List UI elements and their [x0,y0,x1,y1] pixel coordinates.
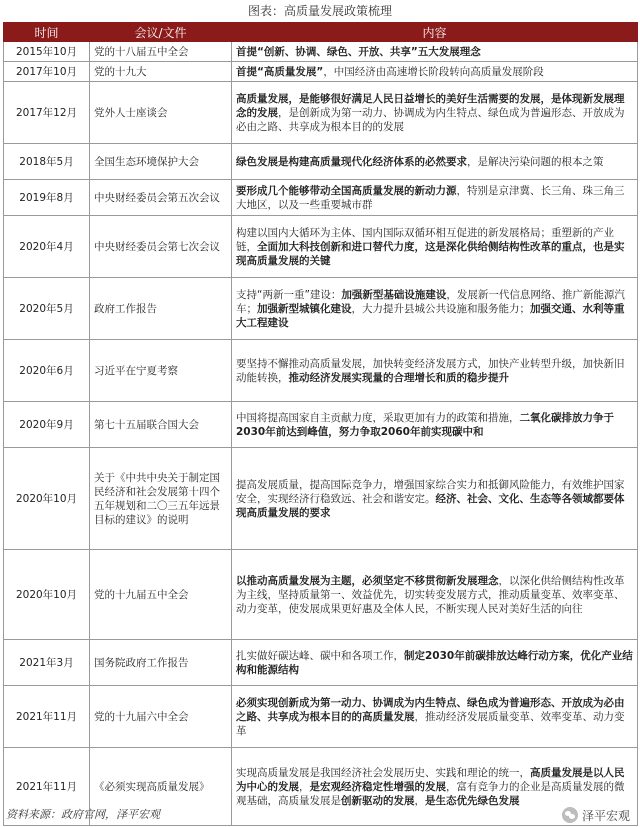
policy-table [3,22,638,826]
cell-meeting: 全国生态环境保护大会 [90,144,232,180]
watermark-text: 泽平宏观 [581,808,630,823]
content-emphasis: 加强新型城镇化建设 [257,302,352,315]
cell-meeting: 中央财经委员会第七次会议 [90,216,232,278]
content-text: ，发展新一代信息网络、推广新能源汽车； [236,288,625,315]
content-text: ， [414,794,425,807]
cell-time: 2017年12月 [4,82,90,144]
content-emphasis: 高质量发展是以人民为中心的发展 [236,766,625,793]
table-row [4,448,638,550]
content-emphasis: 首提“高质量发展” [236,65,324,78]
content-text: 中国将提高国家自主贡献力度，采取更加有力的政策和措施， [236,411,520,424]
content-text: ，中国经济由高速增长阶段转向高质量发展阶段 [323,65,544,78]
cell-time: 2019年8月 [4,180,90,216]
cell-time: 2017年10月 [4,62,90,82]
cell-meeting: 第七十五届联合国大会 [90,402,232,448]
content-emphasis: 创新驱动的发展 [341,794,415,807]
content-text: 提高发展质量，提高国际竞争力，增强国家综合实力和抵御风险能力，有效维护国家安全，实现经济行稳致远、社会和谐安定。 [236,478,625,505]
watermark [562,806,630,824]
content-emphasis: 绿色发展是构建高质量现代化经济体系的必然要求 [236,155,467,168]
content-emphasis: 必须实现创新成为第一动力、协调成为内生特点、绿色成为普遍形态、开放成为必由之路、共享成为根本目的的高质量发展 [236,696,625,723]
cell-meeting: 党的十八届五中全会 [90,42,232,62]
content-emphasis: 制定2030年前碳排放达峰行动方案，优化产业结构和能源结构 [236,649,633,676]
cell-meeting: 党的十九届五中全会 [90,550,232,640]
cell-content [232,640,638,686]
table-row [4,42,638,62]
content-emphasis: 是生态优先绿色发展 [425,794,520,807]
content-emphasis: 要形成几个能够带动全国高质量发展的新动力源 [236,184,457,197]
cell-content [232,550,638,640]
cell-time: 2021年11月 [4,686,90,748]
cell-time: 2020年6月 [4,340,90,402]
content-text: ，大力提升县城公共设施和服务能力； [351,302,530,315]
content-text: ，富有竞争力的企业是高质量发展的微观基础，高质量发展是 [236,780,625,807]
cell-meeting: 政府工作报告 [90,278,232,340]
content-text: 构建以国内大循环为主体、国内国际双循环相互促进的新发展格局；重塑新的产业链， [236,226,614,253]
table-row [4,144,638,180]
cell-content [232,144,638,180]
cell-meeting: 中央财经委员会第五次会议 [90,180,232,216]
content-emphasis: 经济、社会、文化、生态等各领域都要体现高质量发展的要求 [236,492,625,519]
cell-meeting: 党外人士座谈会 [90,82,232,144]
content-emphasis: 首提“创新、协调、绿色、开放、共享”五大发展理念 [236,45,481,58]
cell-meeting: 党的十九大 [90,62,232,82]
cell-meeting: 国务院政府工作报告 [90,640,232,686]
cell-time: 2020年4月 [4,216,90,278]
content-emphasis: 加强交通、水利等重大工程建设 [236,302,625,329]
cell-content [232,686,638,748]
table-row [4,640,638,686]
content-text: 扎实做好碳达峰、碳中和各项工作， [236,649,404,662]
table-row [4,82,638,144]
wechat-icon [562,807,578,823]
cell-time: 2021年3月 [4,640,90,686]
header-content: 内容 [232,23,638,42]
cell-content [232,278,638,340]
content-text: 实现高质量发展是我国经济社会发展历史、实践和理论的统一， [236,766,530,779]
table-body [4,42,638,826]
table-row [4,550,638,640]
table-row [4,340,638,402]
cell-content [232,82,638,144]
cell-meeting: 党的十九届六中全会 [90,686,232,748]
content-text: ，是创新成为第一动力、协调成为内生特点、绿色成为普遍形态、开放成为必由之路、共享成为根本目的的发展 [236,106,625,133]
cell-meeting: 习近平在宁夏考察 [90,340,232,402]
cell-content [232,402,638,448]
content-text: ，特别是京津冀、长三角、珠三角三大地区，以及一些重要城市群 [236,184,625,211]
table-row [4,180,638,216]
content-emphasis: 全面加大科技创新和进口替代力度，这是深化供给侧结构性改革的重点，也是实现高质量发展的关键 [236,240,625,267]
header-time: 时间 [4,23,90,42]
cell-content [232,340,638,402]
cell-content [232,42,638,62]
cell-time: 2021年11月 [4,748,90,826]
cell-content [232,448,638,550]
cell-time: 2020年9月 [4,402,90,448]
cell-time: 2018年5月 [4,144,90,180]
table-row [4,402,638,448]
content-emphasis: 是宏观经济稳定性增强的发展 [309,780,446,793]
content-text: 要坚持不懈推动高质量发展，加快转变经济发展方式，加快产业转型升级，加快新旧动能转换， [236,357,625,384]
content-text: ， [299,780,310,793]
cell-time: 2020年10月 [4,448,90,550]
content-emphasis: 高质量发展，是能够很好满足人民日益增长的美好生活需要的发展，是体现新发展理念的发展 [236,92,625,119]
cell-time: 2020年10月 [4,550,90,640]
content-text: ，是解决污染问题的根本之策 [467,155,604,168]
table-row [4,686,638,748]
cell-content [232,180,638,216]
content-emphasis: 推动经济发展实现量的合理增长和质的稳步提升 [288,371,509,384]
content-text: ，以深化供给侧结构性改革为主线，坚持质量第一、效益优先，切实转变发展方式，推动质量变革、效率变革、动力变革，使发展成果更好惠及全体人民，不断实现人民对美好生活的向往 [236,574,625,615]
cell-time: 2020年5月 [4,278,90,340]
content-emphasis: 以推动高质量发展为主题，必须坚定不移贯彻新发展理念 [236,574,499,587]
cell-content [232,62,638,82]
table-row [4,216,638,278]
table-row [4,62,638,82]
content-text: 支持“两新一重”建设： [236,288,342,301]
content-emphasis: 加强新型基础设施建设 [341,288,447,301]
source-note: 资料来源：政府官网，泽平宏观 [6,808,160,821]
cell-meeting: 《必须实现高质量发展》 [90,748,232,826]
header-meeting: 会议/文件 [90,23,232,42]
cell-meeting: 关于《中共中央关于制定国民经济和社会发展第十四个五年规划和二〇三五年远景目标的建议》的说明 [90,448,232,550]
cell-content [232,216,638,278]
content-text: ，推动经济发展质量变革、效率变革、动力变革 [236,710,625,737]
table-caption: 图表：高质量发展政策梳理 [247,4,392,18]
table-row [4,278,638,340]
cell-time: 2015年10月 [4,42,90,62]
table-header-row [4,23,638,42]
content-emphasis: 二氧化碳排放力争于2030年前达到峰值，努力争取2060年前实现碳中和 [236,411,614,438]
